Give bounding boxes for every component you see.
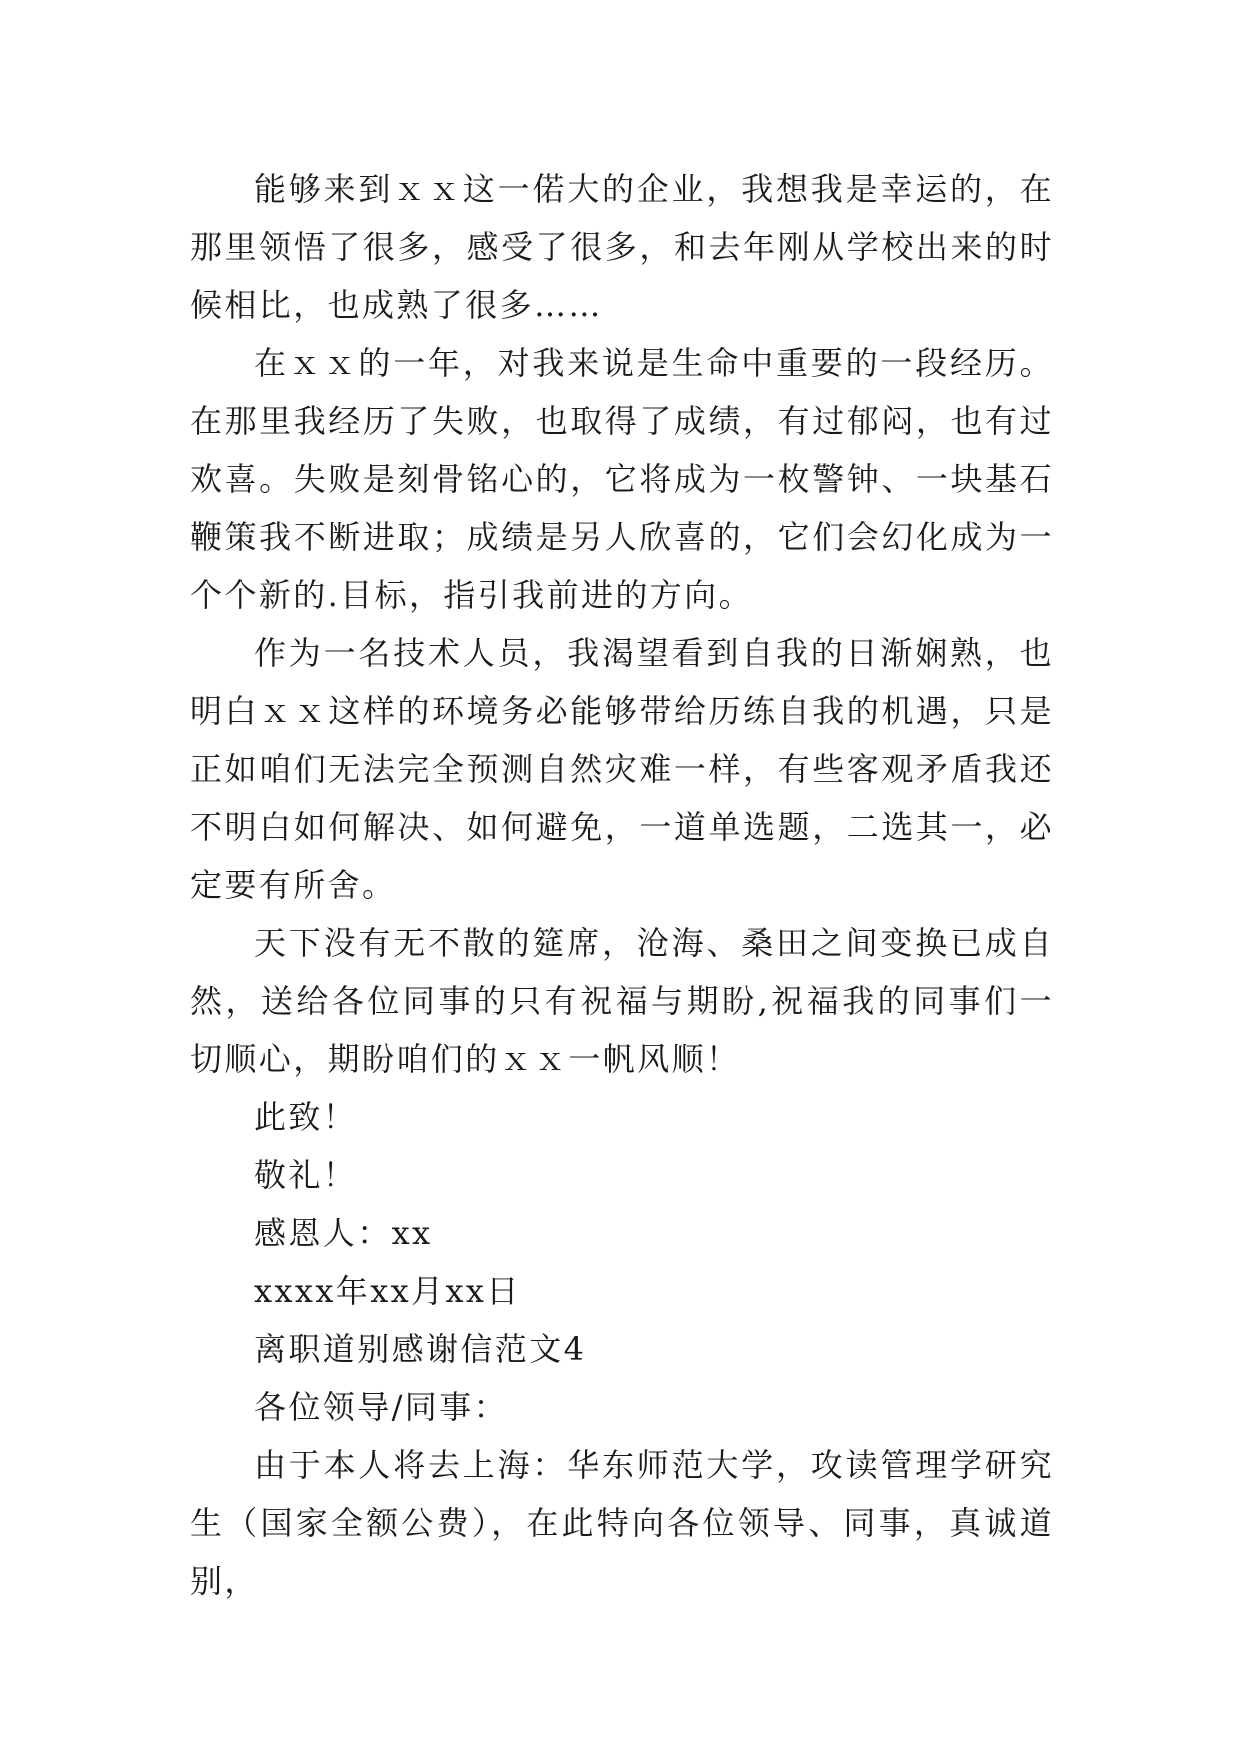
- paragraph-2: 在ｘｘ的一年，对我来说是生命中重要的一段经历。在那里我经历了失败，也取得了成绩，有过郁闷，也有过欢喜。失败是刻骨铭心的，它将成为一枚警钟、一块基石鞭策我不断进取；成绩是另人欣喜的，它们会幻化成为一个个新的.目标，指引我前进的方向。: [190, 344, 1054, 614]
- paragraph-3: 作为一名技术人员，我渴望看到自我的日渐娴熟，也明白ｘｘ这样的环境务必能够带给历练自我的机遇，只是正如咱们无法完全预测自然灾难一样，有些客观矛盾我还不明白如何解决、如何避免，一道单选题，二选其一，必定要有所舍。: [190, 634, 1054, 904]
- date-line: xxxx年xx月xx日: [254, 1272, 521, 1310]
- closing-line-2: 敬礼！: [254, 1156, 358, 1194]
- paragraph-5: 由于本人将去上海：华东师范大学，攻读管理学研究生（国家全额公费），在此特向各位领导、同事，真诚道别，: [190, 1446, 1054, 1600]
- closing-line-1: 此致！: [254, 1098, 358, 1136]
- section-title: 离职道别感谢信范文4: [254, 1330, 587, 1368]
- paragraph-4: 天下没有无不散的筵席，沧海、桑田之间变换已成自然，送给各位同事的只有祝福与期盼,祝福我的同事们一切顺心，期盼咱们的ｘｘ一帆风顺！: [190, 924, 1054, 1078]
- paragraph-1: 能够来到ｘｘ这一偌大的企业，我想我是幸运的，在那里领悟了很多，感受了很多，和去年刚从学校出来的时候相比，也成熟了很多……: [190, 170, 1054, 324]
- document-page: [190, 160, 1054, 1610]
- signature-line: 感恩人：xx: [254, 1214, 433, 1252]
- salutation: 各位领导/同事：: [254, 1388, 508, 1426]
